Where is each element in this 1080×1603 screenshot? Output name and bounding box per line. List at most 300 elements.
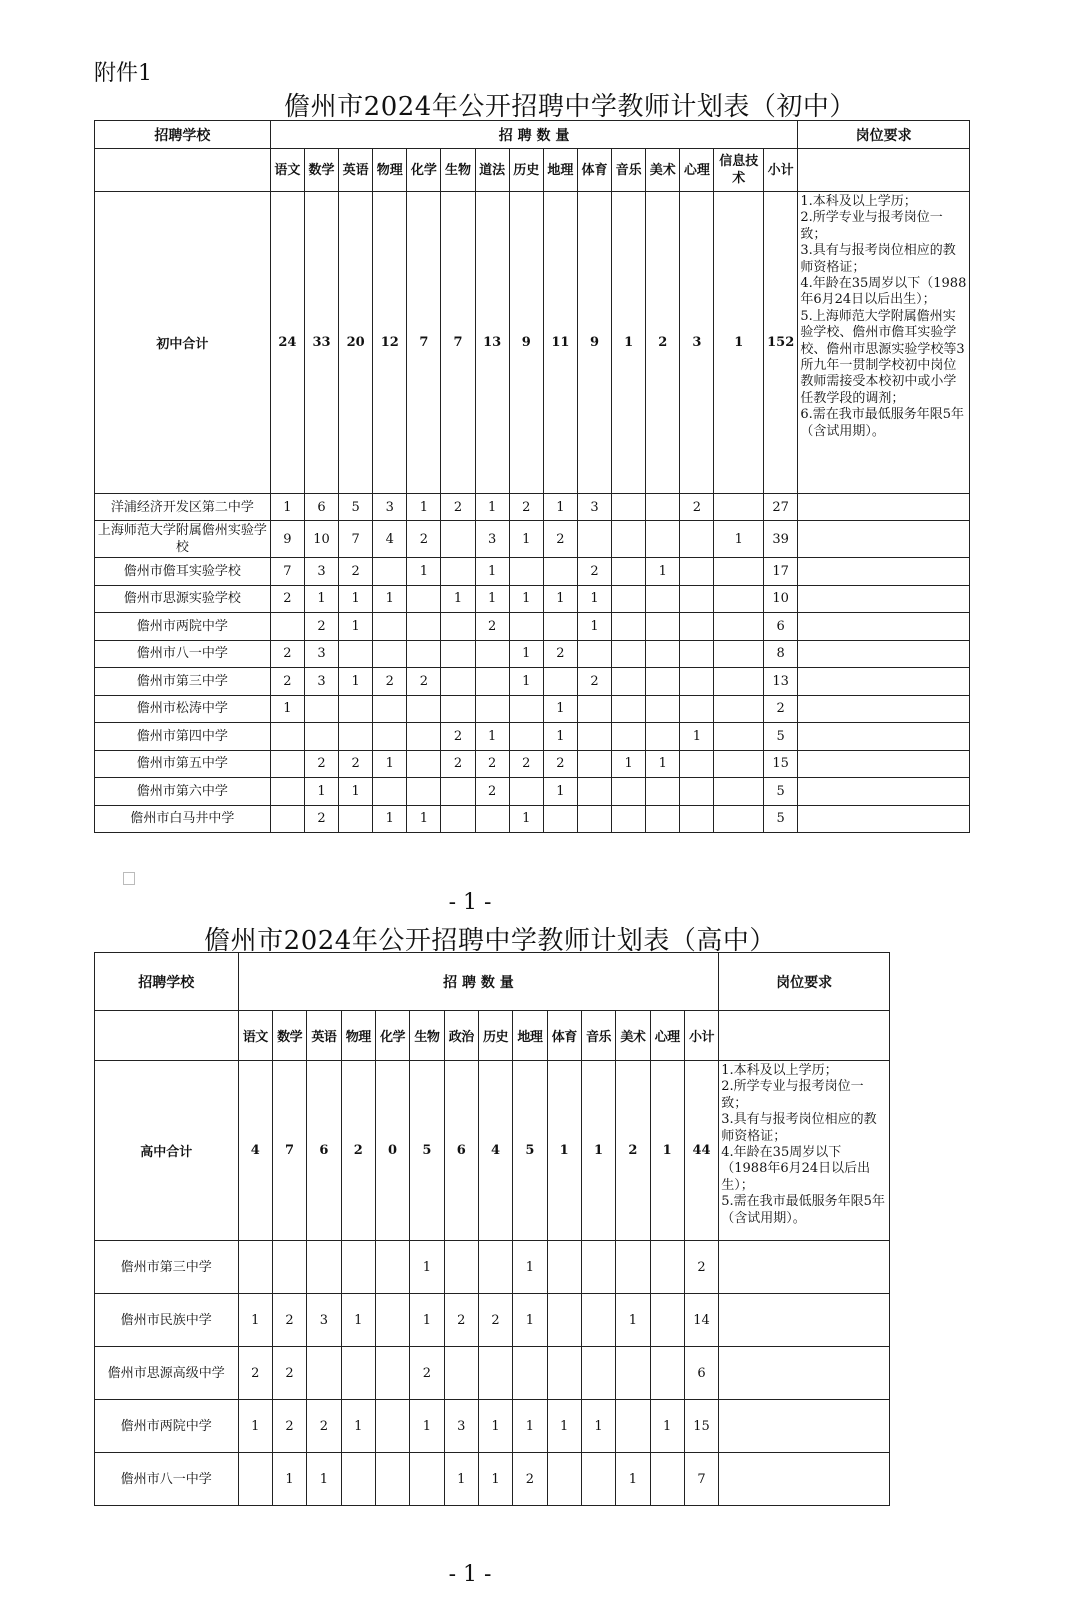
count-cell bbox=[441, 695, 475, 723]
school-name: 儋州市第三中学 bbox=[95, 1241, 239, 1294]
count-cell: 1 bbox=[339, 585, 373, 613]
count-cell: 1 bbox=[407, 494, 441, 521]
table-row bbox=[95, 521, 970, 558]
count-cell: 1 bbox=[373, 585, 407, 613]
count-cell: 1 bbox=[543, 695, 577, 723]
blank-cell bbox=[798, 149, 970, 192]
count-cell: 6 bbox=[684, 1347, 718, 1400]
requirement-cell bbox=[798, 558, 970, 586]
high-school-table bbox=[94, 952, 890, 1506]
count-cell bbox=[612, 723, 646, 751]
count-cell: 2 bbox=[543, 640, 577, 668]
count-cell bbox=[373, 613, 407, 641]
count-cell bbox=[407, 695, 441, 723]
count-cell: 27 bbox=[764, 494, 798, 521]
count-cell bbox=[612, 640, 646, 668]
count-cell bbox=[612, 494, 646, 521]
count-cell bbox=[339, 723, 373, 751]
placeholder-box bbox=[123, 872, 135, 885]
total-value: 1 bbox=[612, 192, 646, 494]
count-cell: 1 bbox=[650, 1400, 684, 1453]
table-row bbox=[95, 1294, 890, 1347]
count-cell: 1 bbox=[304, 778, 338, 806]
count-cell bbox=[650, 1347, 684, 1400]
count-cell bbox=[714, 695, 764, 723]
school-name: 儋州市白马井中学 bbox=[95, 805, 271, 833]
count-cell: 1 bbox=[616, 1294, 650, 1347]
count-cell bbox=[612, 558, 646, 586]
count-cell bbox=[646, 723, 680, 751]
count-cell bbox=[581, 1347, 615, 1400]
subject-header: 地理 bbox=[543, 149, 577, 192]
count-cell bbox=[407, 613, 441, 641]
count-cell: 4 bbox=[373, 521, 407, 558]
requirement-text: 1.本科及以上学历； 2.所学专业与报考岗位一致； 3.具有与报考岗位相应的教师资格证； 4.年龄在35周岁以下（1988年6月24日以后出生）； 5.需在我市最低服务年限5年（含试用期）。 bbox=[719, 1061, 890, 1241]
total-value: 4 bbox=[238, 1061, 272, 1241]
count-cell bbox=[410, 1453, 444, 1506]
subject-header: 道法 bbox=[475, 149, 509, 192]
subject-header: 语文 bbox=[238, 1011, 272, 1061]
subject-header: 物理 bbox=[341, 1011, 375, 1061]
count-cell: 2 bbox=[270, 668, 304, 696]
table-row bbox=[95, 695, 970, 723]
requirement-cell bbox=[798, 778, 970, 806]
subject-header-row bbox=[95, 1011, 890, 1061]
count-cell: 1 bbox=[543, 585, 577, 613]
count-cell bbox=[475, 695, 509, 723]
count-cell: 1 bbox=[509, 521, 543, 558]
table-row bbox=[95, 805, 970, 833]
count-cell: 2 bbox=[684, 1241, 718, 1294]
count-cell: 1 bbox=[373, 805, 407, 833]
requirement-cell bbox=[798, 521, 970, 558]
school-name: 上海师范大学附属儋州实验学校 bbox=[95, 521, 271, 558]
total-value: 1 bbox=[547, 1061, 581, 1241]
school-name: 儋州市第四中学 bbox=[95, 723, 271, 751]
table-row bbox=[95, 1347, 890, 1400]
requirement-cell bbox=[719, 1400, 890, 1453]
count-cell bbox=[407, 640, 441, 668]
subject-header: 信息技术 bbox=[714, 149, 764, 192]
count-cell bbox=[714, 558, 764, 586]
high-school-title: 儋州市2024年公开招聘中学教师计划表（高中） bbox=[204, 926, 776, 956]
count-cell: 3 bbox=[373, 494, 407, 521]
subject-header: 音乐 bbox=[612, 149, 646, 192]
count-cell: 1 bbox=[475, 723, 509, 751]
count-cell: 5 bbox=[764, 723, 798, 751]
count-cell: 5 bbox=[339, 494, 373, 521]
count-cell: 2 bbox=[577, 558, 611, 586]
total-value: 6 bbox=[307, 1061, 341, 1241]
count-cell bbox=[441, 613, 475, 641]
count-cell: 2 bbox=[272, 1347, 306, 1400]
school-name: 儋州市儋耳实验学校 bbox=[95, 558, 271, 586]
subject-header: 心理 bbox=[680, 149, 714, 192]
count-cell bbox=[407, 723, 441, 751]
table-row bbox=[95, 558, 970, 586]
requirement-cell bbox=[798, 750, 970, 778]
total-value: 5 bbox=[513, 1061, 547, 1241]
count-cell bbox=[581, 1241, 615, 1294]
count-cell bbox=[612, 585, 646, 613]
requirement-cell bbox=[719, 1241, 890, 1294]
count-cell: 1 bbox=[339, 778, 373, 806]
table-row bbox=[95, 1400, 890, 1453]
school-name: 儋州市民族中学 bbox=[95, 1294, 239, 1347]
table-row bbox=[95, 1453, 890, 1506]
count-cell bbox=[238, 1453, 272, 1506]
count-cell bbox=[646, 521, 680, 558]
attachment-label: 附件1 bbox=[94, 61, 152, 86]
count-cell: 6 bbox=[764, 613, 798, 641]
count-cell bbox=[341, 1453, 375, 1506]
count-cell: 2 bbox=[307, 1400, 341, 1453]
count-cell: 3 bbox=[304, 640, 338, 668]
count-cell bbox=[646, 640, 680, 668]
count-cell: 2 bbox=[407, 521, 441, 558]
requirement-cell bbox=[798, 613, 970, 641]
count-cell bbox=[304, 695, 338, 723]
count-cell: 2 bbox=[543, 521, 577, 558]
subject-header: 美术 bbox=[616, 1011, 650, 1061]
total-value: 33 bbox=[304, 192, 338, 494]
count-cell: 2 bbox=[444, 1294, 478, 1347]
count-cell: 39 bbox=[764, 521, 798, 558]
count-cell: 1 bbox=[547, 1400, 581, 1453]
count-cell bbox=[616, 1241, 650, 1294]
quantity-header: 招 聘 数 量 bbox=[270, 121, 798, 149]
count-cell bbox=[270, 723, 304, 751]
table-row bbox=[95, 494, 970, 521]
count-cell: 2 bbox=[441, 494, 475, 521]
total-row bbox=[95, 192, 970, 494]
table-row bbox=[95, 640, 970, 668]
school-name: 儋州市思源实验学校 bbox=[95, 585, 271, 613]
subject-header: 化学 bbox=[375, 1011, 409, 1061]
school-name: 儋州市两院中学 bbox=[95, 613, 271, 641]
count-cell: 15 bbox=[684, 1400, 718, 1453]
requirement-cell bbox=[798, 695, 970, 723]
requirement-header: 岗位要求 bbox=[798, 121, 970, 149]
count-cell: 8 bbox=[764, 640, 798, 668]
count-cell bbox=[680, 778, 714, 806]
subject-header: 政治 bbox=[444, 1011, 478, 1061]
count-cell: 1 bbox=[509, 668, 543, 696]
count-cell: 3 bbox=[577, 494, 611, 521]
count-cell: 10 bbox=[304, 521, 338, 558]
count-cell: 1 bbox=[407, 805, 441, 833]
total-value: 2 bbox=[341, 1061, 375, 1241]
count-cell: 1 bbox=[478, 1453, 512, 1506]
subject-header: 化学 bbox=[407, 149, 441, 192]
count-cell bbox=[478, 1241, 512, 1294]
count-cell: 1 bbox=[339, 668, 373, 696]
count-cell bbox=[577, 778, 611, 806]
middle-school-title: 儋州市2024年公开招聘中学教师计划表（初中） bbox=[284, 92, 856, 122]
count-cell: 2 bbox=[509, 494, 543, 521]
count-cell: 1 bbox=[307, 1453, 341, 1506]
count-cell bbox=[270, 805, 304, 833]
count-cell bbox=[616, 1400, 650, 1453]
count-cell bbox=[407, 750, 441, 778]
subject-header: 生物 bbox=[441, 149, 475, 192]
table-row bbox=[95, 585, 970, 613]
count-cell bbox=[441, 558, 475, 586]
requirement-cell bbox=[719, 1347, 890, 1400]
count-cell: 1 bbox=[341, 1294, 375, 1347]
count-cell: 1 bbox=[373, 750, 407, 778]
subject-header-row bbox=[95, 149, 970, 192]
total-value: 6 bbox=[444, 1061, 478, 1241]
count-cell: 2 bbox=[272, 1294, 306, 1347]
total-value: 7 bbox=[407, 192, 441, 494]
count-cell bbox=[714, 585, 764, 613]
school-header: 招聘学校 bbox=[95, 121, 271, 149]
count-cell bbox=[680, 640, 714, 668]
count-cell bbox=[547, 1294, 581, 1347]
count-cell: 1 bbox=[341, 1400, 375, 1453]
count-cell: 1 bbox=[441, 585, 475, 613]
count-cell bbox=[577, 723, 611, 751]
count-cell: 2 bbox=[475, 750, 509, 778]
count-cell bbox=[543, 613, 577, 641]
count-cell bbox=[646, 778, 680, 806]
total-value: 2 bbox=[616, 1061, 650, 1241]
school-name: 儋州市松涛中学 bbox=[95, 695, 271, 723]
count-cell bbox=[444, 1241, 478, 1294]
count-cell: 2 bbox=[339, 750, 373, 778]
blank-cell bbox=[95, 1011, 239, 1061]
count-cell: 2 bbox=[764, 695, 798, 723]
count-cell: 7 bbox=[339, 521, 373, 558]
count-cell bbox=[375, 1241, 409, 1294]
count-cell bbox=[407, 585, 441, 613]
count-cell bbox=[680, 585, 714, 613]
count-cell bbox=[680, 613, 714, 641]
subject-header: 语文 bbox=[270, 149, 304, 192]
count-cell bbox=[577, 805, 611, 833]
count-cell bbox=[714, 778, 764, 806]
count-cell: 1 bbox=[475, 494, 509, 521]
count-cell bbox=[650, 1294, 684, 1347]
count-cell bbox=[714, 723, 764, 751]
total-value: 7 bbox=[272, 1061, 306, 1241]
count-cell: 1 bbox=[475, 558, 509, 586]
count-cell: 2 bbox=[272, 1400, 306, 1453]
requirement-cell bbox=[798, 668, 970, 696]
subject-header: 物理 bbox=[373, 149, 407, 192]
count-cell: 7 bbox=[684, 1453, 718, 1506]
total-value: 11 bbox=[543, 192, 577, 494]
count-cell bbox=[577, 640, 611, 668]
count-cell bbox=[341, 1347, 375, 1400]
subject-header: 英语 bbox=[339, 149, 373, 192]
count-cell bbox=[581, 1294, 615, 1347]
table-row bbox=[95, 778, 970, 806]
count-cell: 3 bbox=[304, 558, 338, 586]
total-value: 0 bbox=[375, 1061, 409, 1241]
count-cell: 5 bbox=[764, 805, 798, 833]
count-cell bbox=[509, 695, 543, 723]
requirement-cell bbox=[798, 640, 970, 668]
middle-school-table bbox=[94, 120, 970, 833]
count-cell bbox=[441, 778, 475, 806]
count-cell: 2 bbox=[270, 640, 304, 668]
count-cell bbox=[407, 778, 441, 806]
count-cell bbox=[307, 1347, 341, 1400]
subject-header: 数学 bbox=[272, 1011, 306, 1061]
count-cell bbox=[577, 521, 611, 558]
subject-header: 数学 bbox=[304, 149, 338, 192]
school-name: 儋州市第六中学 bbox=[95, 778, 271, 806]
count-cell: 1 bbox=[513, 1241, 547, 1294]
count-cell: 1 bbox=[646, 558, 680, 586]
count-cell bbox=[339, 640, 373, 668]
table-row bbox=[95, 613, 970, 641]
count-cell: 1 bbox=[407, 558, 441, 586]
total-value: 4 bbox=[478, 1061, 512, 1241]
count-cell: 1 bbox=[646, 750, 680, 778]
subject-header: 美术 bbox=[646, 149, 680, 192]
count-cell: 1 bbox=[513, 1294, 547, 1347]
table-row bbox=[95, 750, 970, 778]
subject-header: 历史 bbox=[478, 1011, 512, 1061]
count-cell bbox=[375, 1400, 409, 1453]
count-cell: 2 bbox=[407, 668, 441, 696]
count-cell bbox=[547, 1453, 581, 1506]
quantity-header: 招 聘 数 量 bbox=[238, 953, 719, 1011]
count-cell bbox=[714, 805, 764, 833]
total-value: 24 bbox=[270, 192, 304, 494]
school-header: 招聘学校 bbox=[95, 953, 239, 1011]
count-cell bbox=[475, 640, 509, 668]
count-cell bbox=[612, 805, 646, 833]
blank-cell bbox=[95, 149, 271, 192]
count-cell: 1 bbox=[513, 1400, 547, 1453]
count-cell bbox=[270, 778, 304, 806]
count-cell bbox=[543, 668, 577, 696]
count-cell bbox=[339, 695, 373, 723]
count-cell bbox=[680, 805, 714, 833]
subject-header: 英语 bbox=[307, 1011, 341, 1061]
count-cell bbox=[478, 1347, 512, 1400]
count-cell: 3 bbox=[307, 1294, 341, 1347]
count-cell bbox=[272, 1241, 306, 1294]
total-label: 初中合计 bbox=[95, 192, 271, 494]
count-cell: 1 bbox=[238, 1294, 272, 1347]
count-cell bbox=[612, 521, 646, 558]
count-cell: 2 bbox=[441, 750, 475, 778]
count-cell: 1 bbox=[475, 585, 509, 613]
count-cell: 1 bbox=[616, 1453, 650, 1506]
count-cell: 3 bbox=[444, 1400, 478, 1453]
subject-header: 历史 bbox=[509, 149, 543, 192]
count-cell bbox=[680, 521, 714, 558]
total-row bbox=[95, 1061, 890, 1241]
count-cell bbox=[270, 750, 304, 778]
total-label: 高中合计 bbox=[95, 1061, 239, 1241]
count-cell bbox=[513, 1347, 547, 1400]
school-name: 儋州市八一中学 bbox=[95, 1453, 239, 1506]
count-cell: 1 bbox=[270, 695, 304, 723]
subject-header: 小计 bbox=[684, 1011, 718, 1061]
count-cell bbox=[714, 668, 764, 696]
count-cell: 1 bbox=[581, 1400, 615, 1453]
count-cell bbox=[441, 521, 475, 558]
count-cell: 2 bbox=[478, 1294, 512, 1347]
count-cell: 2 bbox=[680, 494, 714, 521]
count-cell: 1 bbox=[339, 613, 373, 641]
count-cell bbox=[616, 1347, 650, 1400]
school-name: 儋州市八一中学 bbox=[95, 640, 271, 668]
count-cell: 1 bbox=[410, 1400, 444, 1453]
count-cell bbox=[444, 1347, 478, 1400]
count-cell: 2 bbox=[304, 805, 338, 833]
count-cell: 2 bbox=[513, 1453, 547, 1506]
total-value: 5 bbox=[410, 1061, 444, 1241]
count-cell: 15 bbox=[764, 750, 798, 778]
count-cell bbox=[375, 1347, 409, 1400]
subject-header: 音乐 bbox=[581, 1011, 615, 1061]
count-cell bbox=[646, 613, 680, 641]
school-name: 儋州市第五中学 bbox=[95, 750, 271, 778]
count-cell: 1 bbox=[577, 585, 611, 613]
total-value: 9 bbox=[577, 192, 611, 494]
total-value: 20 bbox=[339, 192, 373, 494]
count-cell: 1 bbox=[272, 1453, 306, 1506]
count-cell: 1 bbox=[478, 1400, 512, 1453]
count-cell bbox=[577, 695, 611, 723]
count-cell: 2 bbox=[304, 750, 338, 778]
count-cell: 1 bbox=[577, 613, 611, 641]
count-cell bbox=[509, 723, 543, 751]
count-cell bbox=[714, 640, 764, 668]
count-cell: 1 bbox=[680, 723, 714, 751]
count-cell bbox=[612, 668, 646, 696]
count-cell: 2 bbox=[373, 668, 407, 696]
count-cell bbox=[680, 668, 714, 696]
count-cell bbox=[547, 1241, 581, 1294]
count-cell: 1 bbox=[612, 750, 646, 778]
total-value: 2 bbox=[646, 192, 680, 494]
count-cell bbox=[441, 805, 475, 833]
count-cell bbox=[475, 668, 509, 696]
total-value: 1 bbox=[650, 1061, 684, 1241]
table-row bbox=[95, 1241, 890, 1294]
page-number: - 1 - bbox=[448, 1562, 492, 1587]
table-row bbox=[95, 723, 970, 751]
count-cell bbox=[509, 613, 543, 641]
count-cell: 5 bbox=[764, 778, 798, 806]
count-cell: 2 bbox=[475, 613, 509, 641]
count-cell: 1 bbox=[410, 1241, 444, 1294]
subject-header: 生物 bbox=[410, 1011, 444, 1061]
total-value: 12 bbox=[373, 192, 407, 494]
count-cell: 13 bbox=[764, 668, 798, 696]
total-value: 44 bbox=[684, 1061, 718, 1241]
count-cell bbox=[646, 494, 680, 521]
count-cell bbox=[646, 695, 680, 723]
requirement-cell bbox=[719, 1453, 890, 1506]
school-name: 洋浦经济开发区第二中学 bbox=[95, 494, 271, 521]
count-cell bbox=[612, 778, 646, 806]
subject-header: 体育 bbox=[577, 149, 611, 192]
count-cell: 10 bbox=[764, 585, 798, 613]
count-cell bbox=[646, 585, 680, 613]
total-value: 1 bbox=[581, 1061, 615, 1241]
requirement-text: 1.本科及以上学历； 2.所学专业与报考岗位一致； 3.具有与报考岗位相应的教师资格证； 4.年龄在35周岁以下（1988年6月24日以后出生）； 5.上海师范大学附属儋州实验学校、儋州市儋耳实验学校、儋州市思源实验学校等3所九年一贯制学校初中岗位教师需接受本校初中或小学任教学段的调剂； 6.需在我市最低服务年限5年（含试用期）。 bbox=[798, 192, 970, 494]
count-cell: 9 bbox=[270, 521, 304, 558]
